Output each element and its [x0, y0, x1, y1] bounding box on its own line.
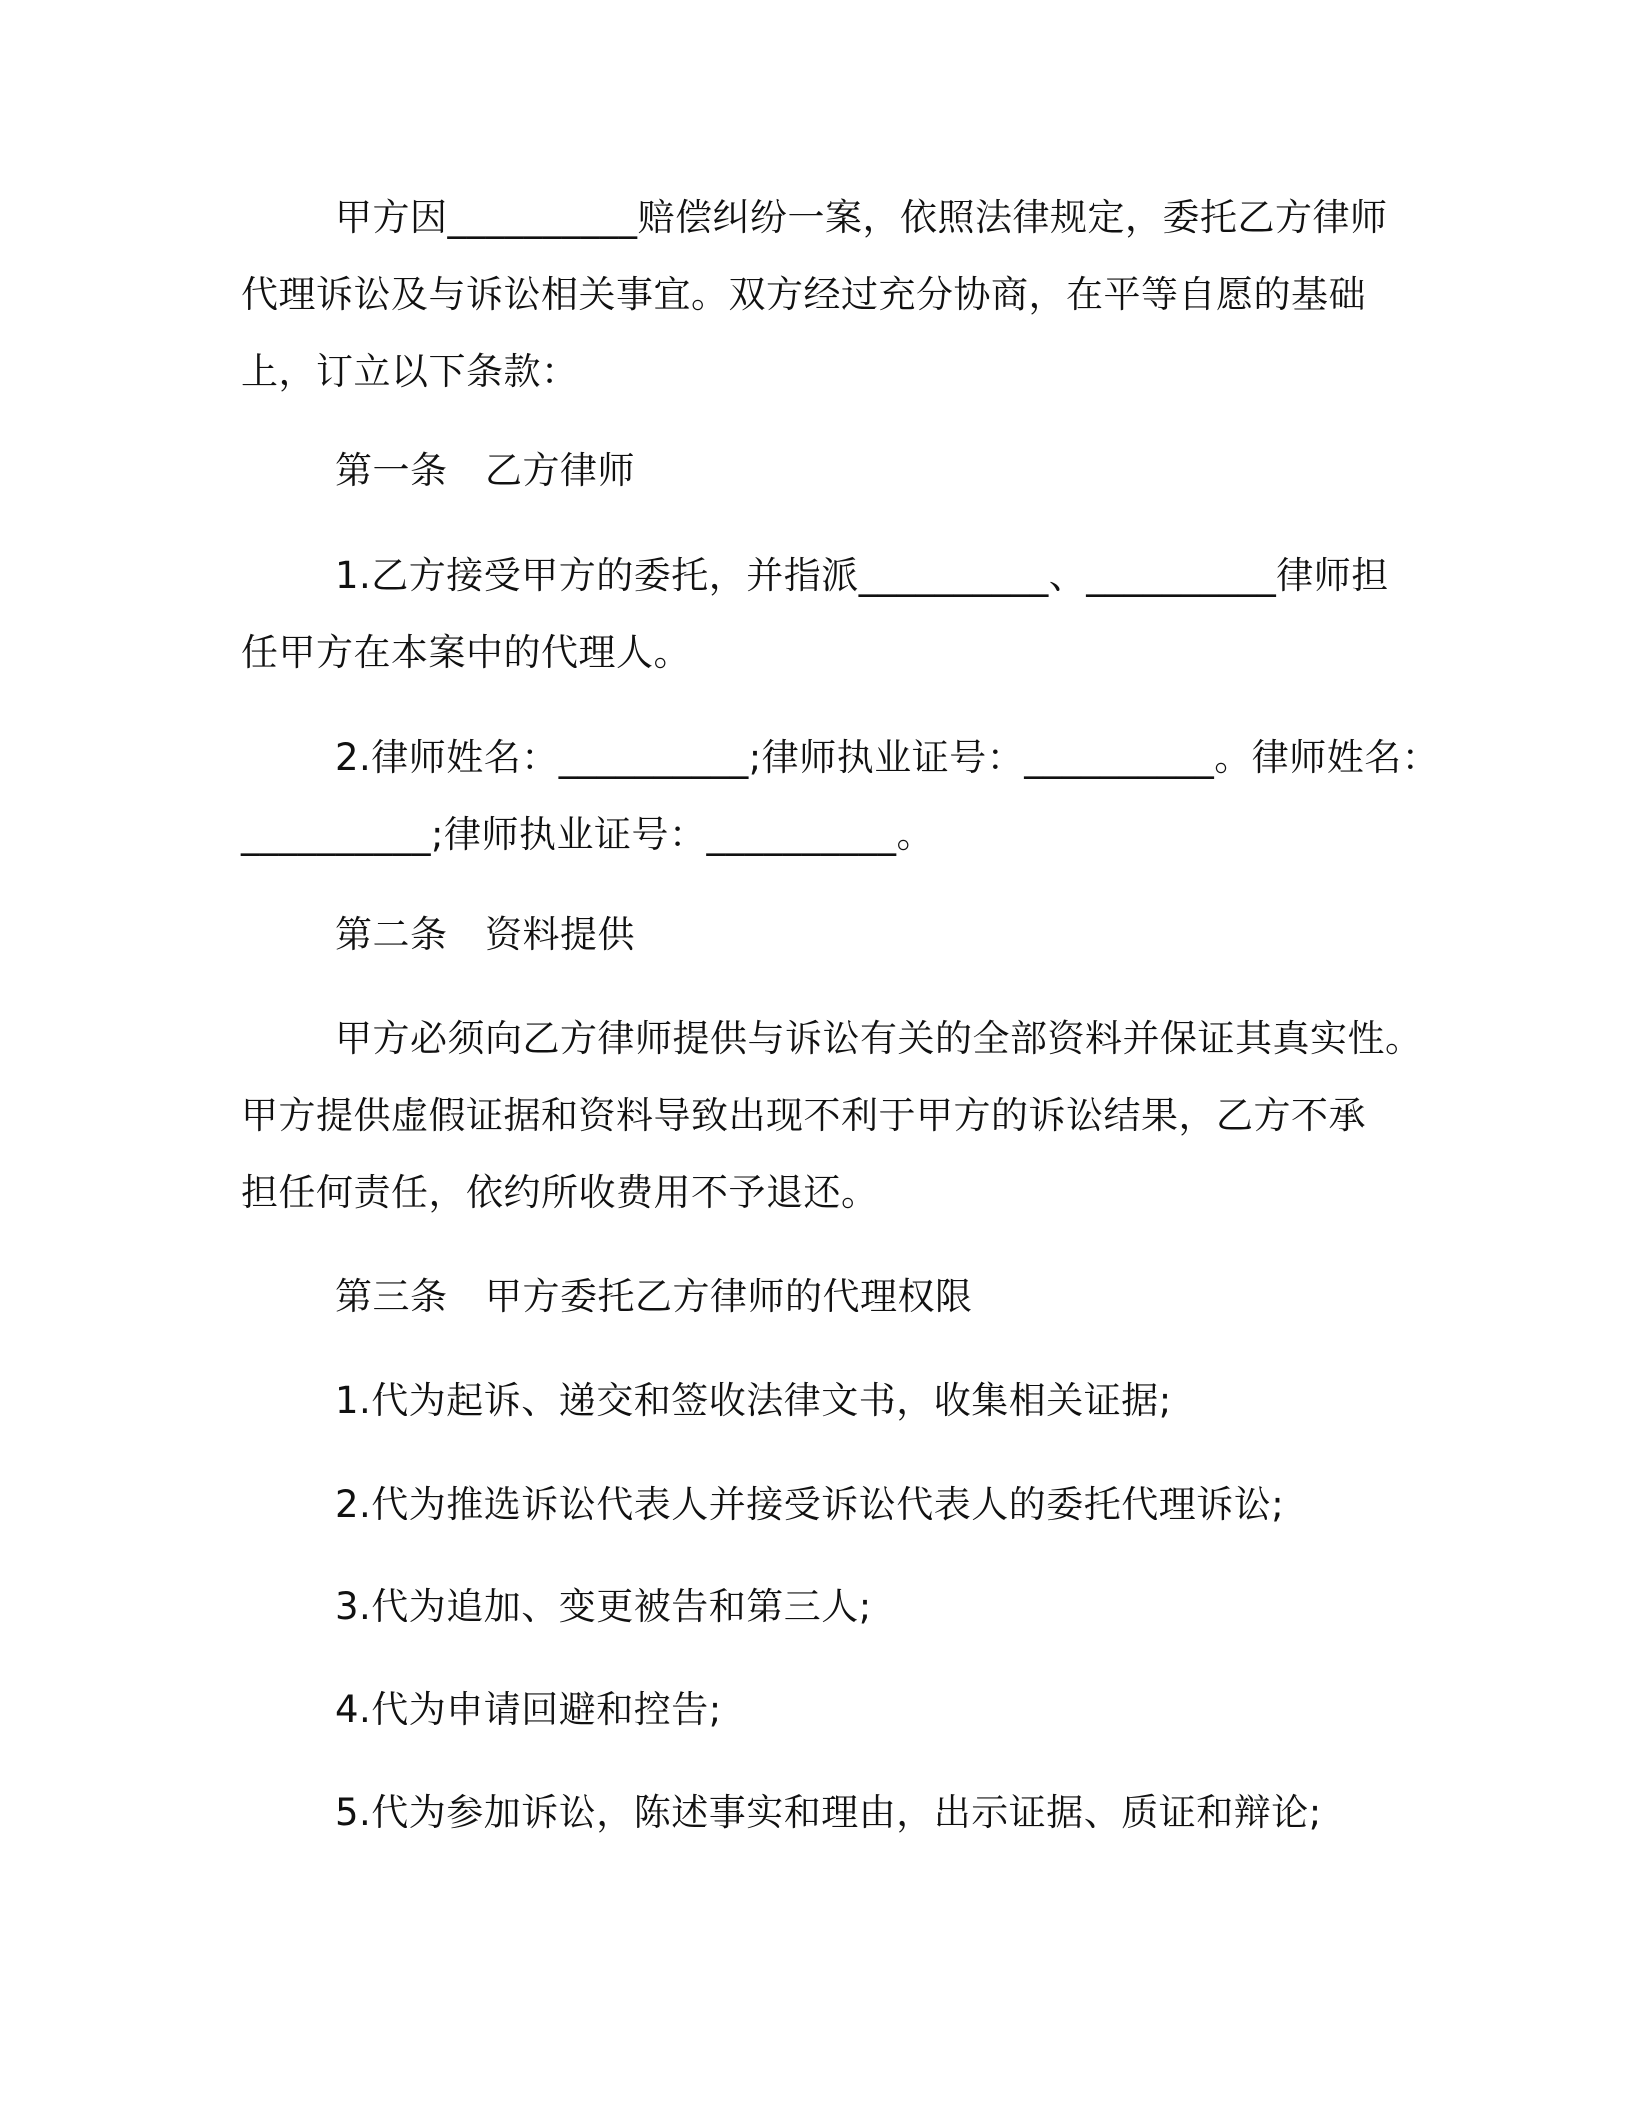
intro-line-1: 甲方因__________赔偿纠纷一案，依照法律规定，委托乙方律师 — [335, 196, 1388, 239]
article-2-heading: 第二条 资料提供 — [335, 913, 635, 956]
article-2-body-line-1: 甲方必须向乙方律师提供与诉讼有关的全部资料并保证其真实性。 — [335, 1017, 1423, 1060]
intro-line-3: 上，订立以下条款： — [241, 350, 579, 393]
article-3-heading: 第三条 甲方委托乙方律师的代理权限 — [335, 1275, 973, 1318]
article-1-item-1-line-1: 1.乙方接受甲方的委托，并指派__________、__________律师担 — [335, 554, 1389, 597]
intro-line-2: 代理诉讼及与诉讼相关事宜。双方经过充分协商，在平等自愿的基础 — [241, 273, 1366, 316]
article-3-item-1: 1.代为起诉、递交和签收法律文书，收集相关证据; — [335, 1379, 1172, 1422]
article-2-body-line-3: 担任何责任，依约所收费用不予退还。 — [241, 1171, 879, 1214]
article-3-item-2: 2.代为推选诉讼代表人并接受诉讼代表人的委托代理诉讼; — [335, 1483, 1285, 1526]
article-3-item-5: 5.代为参加诉讼，陈述事实和理由，出示证据、质证和辩论; — [335, 1791, 1322, 1834]
article-3-item-3: 3.代为追加、变更被告和第三人; — [335, 1585, 872, 1628]
article-2-body-line-2: 甲方提供虚假证据和资料导致出现不利于甲方的诉讼结果，乙方不承 — [241, 1094, 1366, 1137]
article-1-item-1-line-2: 任甲方在本案中的代理人。 — [241, 631, 691, 674]
article-1-item-2-line-2: __________;律师执业证号：__________。 — [241, 813, 934, 856]
article-1-heading: 第一条 乙方律师 — [335, 449, 635, 492]
article-3-item-4: 4.代为申请回避和控告; — [335, 1688, 722, 1731]
article-1-item-2-line-1: 2.律师姓名：__________;律师执业证号：__________。律师姓名： — [335, 736, 1440, 779]
